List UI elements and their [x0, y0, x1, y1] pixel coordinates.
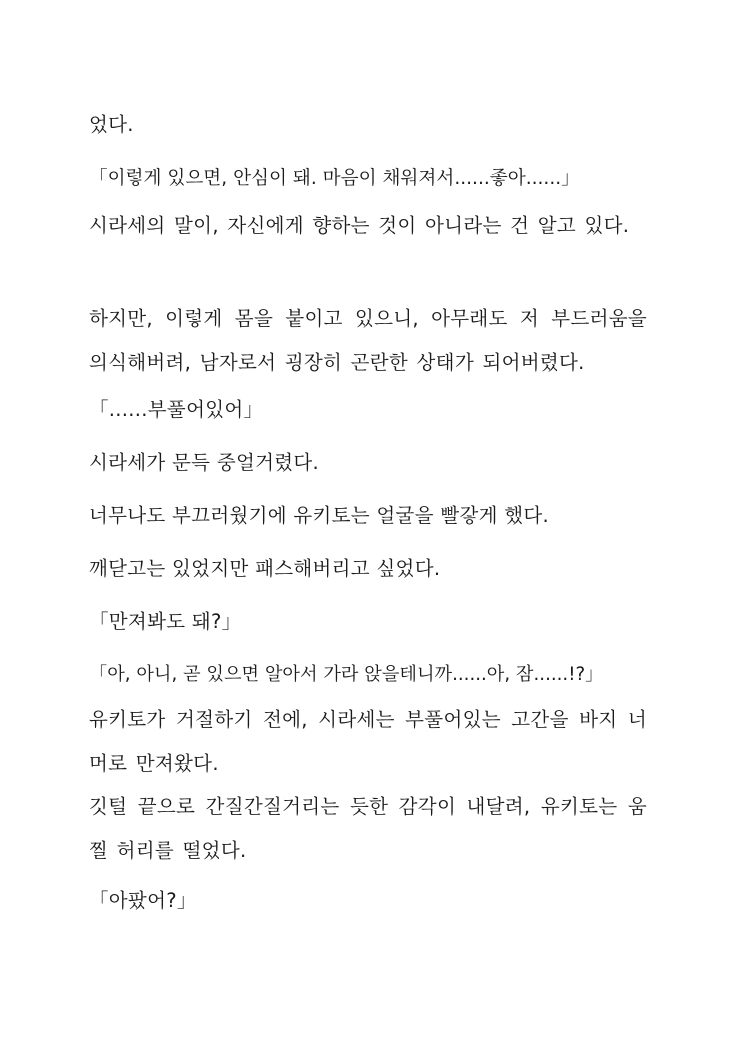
paragraph: 깃털 끝으로 간질간질거리는 듯한 감각이 내달려, 유키토는 움찔 허리를 떨었다.	[89, 795, 647, 862]
dialogue-paragraph: 「이렇게 있으면, 안심이 돼. 마음이 채워져서......좋아......」	[89, 168, 580, 189]
paragraph: 너무나도 부끄러웠기에 유키토는 얼굴을 빨갛게 했다.	[89, 504, 550, 527]
paragraph: 유키토가 거절하기 전에, 시라세는 부풀어있는 고간을 바지 너머로 만져왔다.	[89, 708, 647, 775]
dialogue-paragraph: 「만져봐도 돼?」	[89, 610, 242, 633]
paragraph: 시라세가 문득 중얼거렸다.	[89, 451, 320, 474]
dialogue-paragraph: 「......부풀어있어」	[89, 398, 264, 421]
paragraph: 었다.	[89, 113, 134, 136]
dialogue-paragraph: 「아, 아니, 곧 있으면 알아서 가라 앉을테니까......아, 잠......!?」	[89, 664, 604, 685]
paragraph: 깨닫고는 있었지만 패스해버리고 싶었다.	[89, 557, 441, 580]
dialogue-paragraph: 「아팠어?」	[89, 889, 197, 912]
paragraph: 시라세의 말이, 자신에게 향하는 것이 아니라는 건 알고 있다.	[89, 214, 630, 237]
paragraph: 하지만, 이렇게 몸을 붙이고 있으니, 아무래도 저 부드러움을 의식해버려, 남자로서 굉장히 곤란한 상태가 되어버렸다.	[89, 307, 647, 374]
